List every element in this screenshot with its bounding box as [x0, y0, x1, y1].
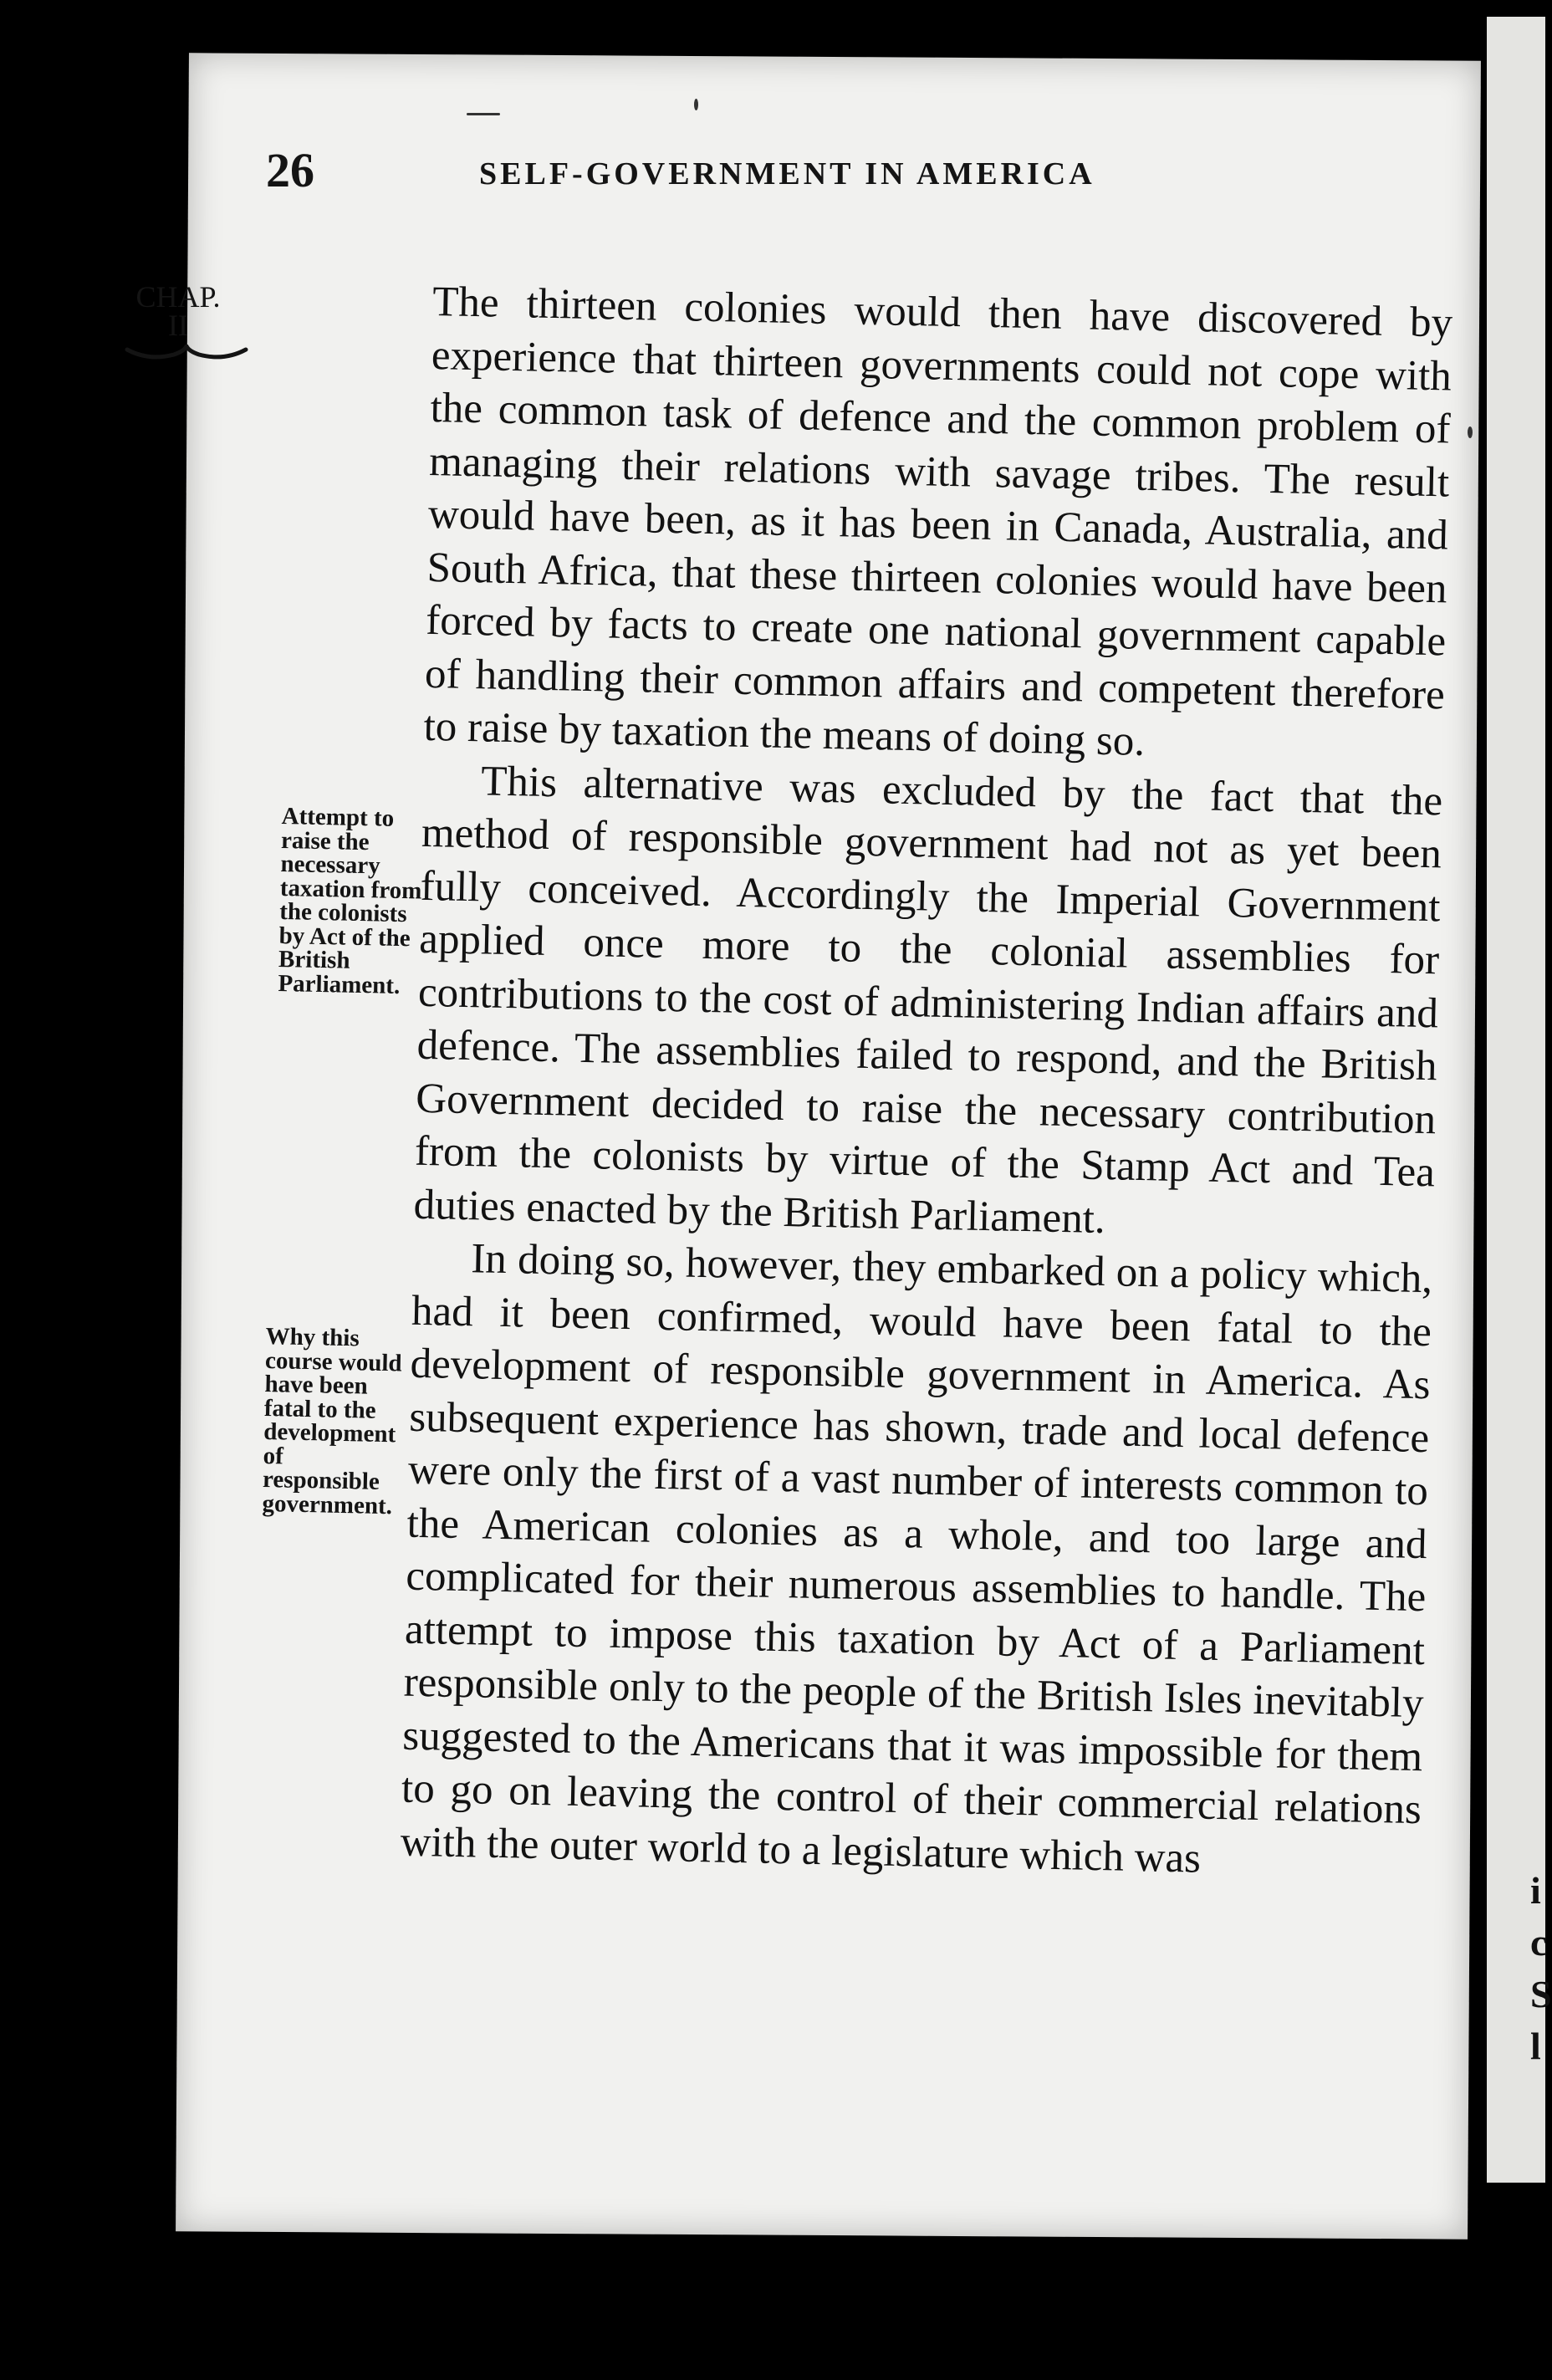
chapter-marker	[124, 280, 232, 365]
adjacent-letter: i	[1530, 1869, 1541, 1912]
sidenote-taxation: Attempt to raise the necessary taxation from the colonists by Act of the British Parliament.	[278, 803, 422, 999]
running-title: SELF-GOVERNMENT IN AMERICA	[479, 156, 1095, 192]
chapter-label: CHAP.	[135, 280, 221, 314]
running-header	[266, 142, 1278, 209]
brace-icon	[124, 345, 249, 365]
adjacent-letter: l	[1530, 2025, 1541, 2067]
sidenote-fatal-course: Why this course would have been fatal to the development of responsible government.	[262, 1323, 402, 1519]
body-text	[400, 276, 1453, 1890]
adjacent-letter: c	[1530, 1921, 1548, 1964]
chapter-number: II	[168, 309, 188, 342]
adjacent-page-letters	[1530, 1865, 1552, 2072]
paragraph: The thirteen colonies would then have discovered by experience that thirteen governments could not cope with the common task of defence and the common problem of managing their relations with savage tribes. The result would have been, as it has been in Canada, Australia, and South Africa, that these thirteen colonies would have been forced by facts to create one national government capable of handling their common affairs and competent therefore to raise by taxation the means of doing so.	[423, 278, 1453, 765]
adjacent-page-edge	[1487, 17, 1545, 2183]
paragraph: In doing so, however, they embarked on a policy which, had it been confirmed, would have been fatal to the development of responsible government in America. As subsequent experience has shown, trade and local defence were only the first of a vast number of interests common to the American colonies as a whole, and too large and complicated for their numerous assemblies to handle. The attempt to impose this taxation by Act of a Parliament responsible only to the people of the British Isles inevitably suggested to the Americans that it was impossible for them to go on leaving the control of their commercial relations with the outer world to a legislature which was	[400, 1235, 1433, 1882]
scan-speck	[467, 113, 500, 115]
scan-speck	[694, 99, 698, 110]
paragraph: This alternative was excluded by the fact that the method of responsible government had not as yet been fully conceived. Accordingly the Imperial Government applied once more to the colonial assemblies for contributions to the cost of administering Indian affairs and defence. The assemblies failed to respond, and the British Government decided to raise the necessary contribution from the colonists by virtue of the Stamp Act and Tea duties enacted by the British Parliament.	[413, 757, 1443, 1243]
scan-speck	[1468, 426, 1473, 438]
page-number: 26	[266, 143, 314, 197]
adjacent-letter: S	[1530, 1973, 1552, 2015]
